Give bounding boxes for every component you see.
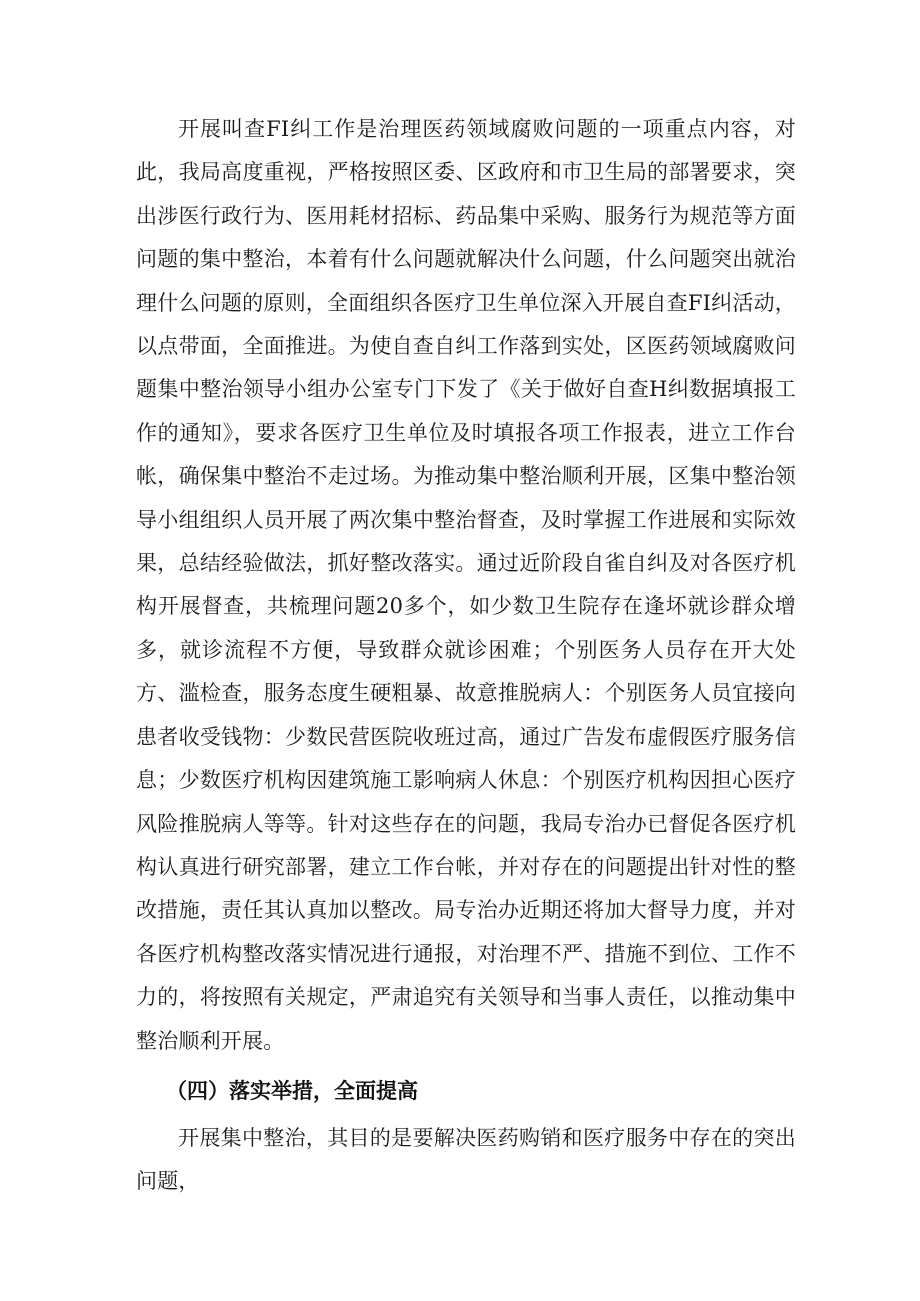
section-heading: （四）落实举措，全面提高 (166, 1078, 418, 1103)
body-paragraph: 开展叫查FI纠工作是治理医药领域腐败问题的一项重点内容，对此，我局高度重视，严格按照区委、区政府和市卫生局的部署要求，突出涉医行政行为、医用耗材招标、药品集中采购、服务行为规范等方面问题的集中整治，本着有什么问题就解决什么问题，什么问题突出就治理什么问题的原则，全面组织各医疗卫生单位深入开展自查FI纠活动，以点带面，全面推进。为使自查自纠工作落到实处，区医药领域腐败问题集中整治领导小组办公室专门下发了《关于做好自查H纠数据填报工作的通知》，要求各医疗卫生单位及时填报各项工作报表，进立工作台帐，确保集中整治不走过场。为推动集中整治顺利开展，区集中整治领导小组组织人员开展了两次集中整治督查，及时掌握工作进展和实际效果，总结经验做法，抓好整改落实。通过近阶段自雀自纠及对各医疗机构开展督查，共梳理问题20多个，如少数卫生院存在逢坏就诊群众增多，就诊流程不方便，导致群众就诊困难；个别医务人员存在开大处方、滥检查，服务态度生硬粗暴、故意推脱病人：个别医务人员宜接向患者收受钱物：少数民营医院收班过高，通过广告发布虚假医疗服务信息；少数医疗机构因建筑施工影响病人休息：个别医疗机构因担心医疗风险推脱病人等等。针对这些存在的问题，我局专治办已督促各医疗机构认真进行研究部署，建立工作台帐，并对存在的问题提出针对性的整改措施，责任其认真加以整改。局专治办近期还将加大督导力度，并对各医疗机构整改落实情况进行通报，对治理不严、措施不到位、工作不力的，将按照有关规定，严肃追究有关领导和当事人责任，以推动集中整治顺利开展。 (136, 117, 796, 1053)
body-paragraph: 开展集中整治，其目的是要解决医药购销和医疗服务中存在的突出问题， (136, 1125, 796, 1193)
document-page (136, 108, 796, 1203)
